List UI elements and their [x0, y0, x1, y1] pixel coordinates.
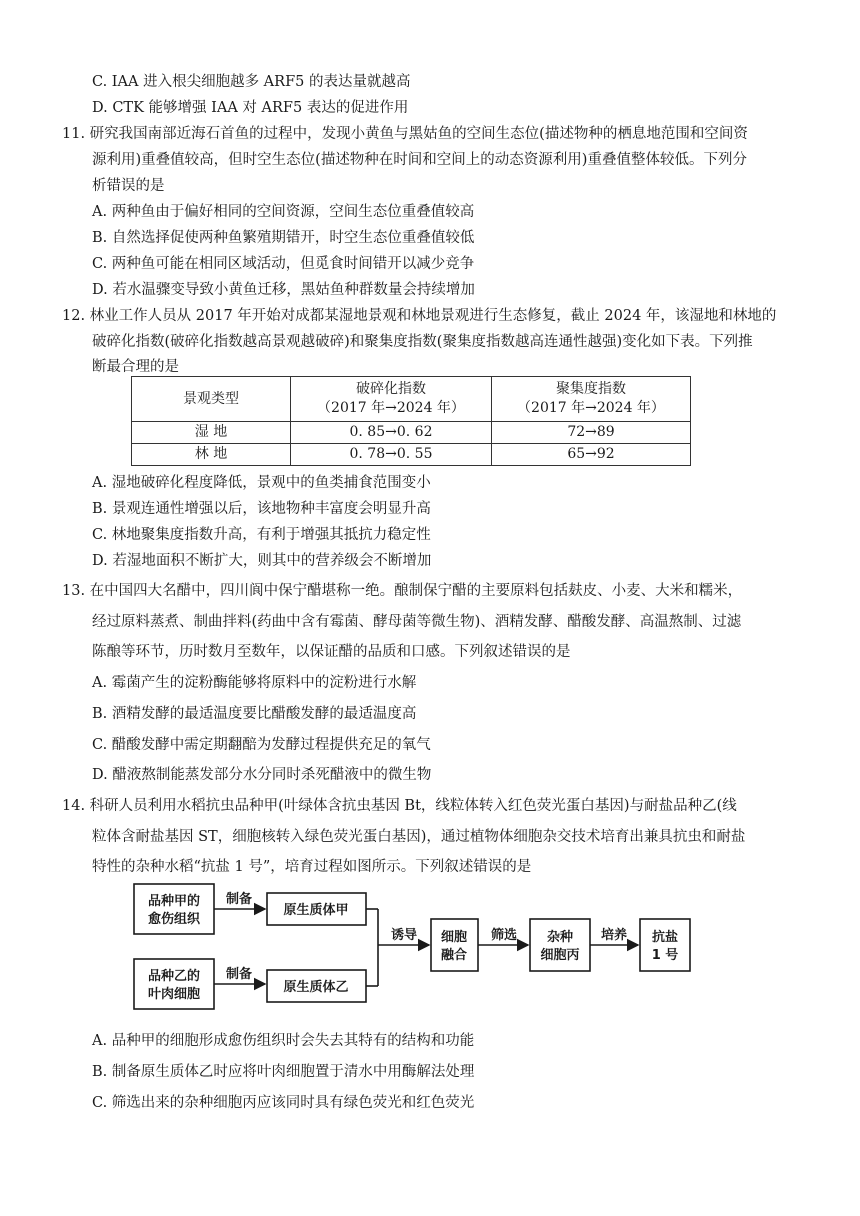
box-a-line1: 品种甲的 [147, 894, 201, 909]
aggregation-years: （2017 年→2024 年） [517, 400, 665, 416]
q12-option-c: C. 林地聚集度指数升高，有利于增强其抵抗力稳定性 [92, 527, 431, 543]
table-row [132, 422, 691, 444]
result-line1: 抗盐 [651, 930, 679, 945]
q14-stem-line2: 粒体含耐盐基因 ST，细胞核转入绿色荧光蛋白基因)，通过植物体细胞杂交技术培育出兼具抗虫和耐盐 [92, 829, 746, 845]
label-prepare-1: 制备 [225, 892, 253, 907]
hybrid-line2: 细胞丙 [540, 948, 580, 963]
label-culture: 培养 [600, 928, 628, 943]
table-header-type: 景观类型 [132, 377, 291, 422]
q11-stem-line1: 11. 研究我国南部近海石首鱼的过程中，发现小黄鱼与黑姑鱼的空间生态位(描述物种的栖息地范围和空间资 [62, 126, 748, 142]
q13-stem-line1: 13. 在中国四大名醋中，四川阆中保宁醋堪称一绝。酿制保宁醋的主要原料包括麸皮、小麦、大米和糯米， [62, 583, 743, 599]
q12-option-a: A. 湿地破碎化程度降低，景观中的鱼类捕食范围变小 [92, 475, 431, 491]
q14-option-a: A. 品种甲的细胞形成愈伤组织时会失去其特有的结构和功能 [92, 1033, 475, 1049]
q14-option-c: C. 筛选出来的杂种细胞丙应该同时具有绿色荧光和红色荧光 [92, 1095, 475, 1111]
q13-option-d: D. 醋液熬制能蒸发部分水分同时杀死醋液中的微生物 [92, 767, 432, 783]
landscape-index-table [131, 376, 691, 466]
label-screen: 筛选 [490, 928, 518, 943]
box-result [640, 919, 690, 971]
protoplast-b-label: 原生质体乙 [283, 980, 349, 995]
aggregation-label: 聚集度指数 [556, 381, 626, 397]
q13-option-c: C. 醋酸发酵中需定期翻醅为发酵过程提供充足的氧气 [92, 737, 431, 753]
box-b-line1: 品种乙的 [147, 969, 201, 984]
q11-stem-line3: 析错误的是 [92, 178, 165, 194]
box-cell-fusion [431, 919, 478, 971]
row-fragmentation: 0. 85→0. 62 [291, 422, 492, 444]
somatic-hybridization-flowchart [128, 873, 698, 1023]
q12-option-b: B. 景观连通性增强以后，该地物种丰富度会明显升高 [92, 501, 431, 517]
q14-stem-line3: 特性的杂种水稻“抗盐 1 号”，培育过程如图所示。下列叙述错误的是 [92, 859, 532, 875]
box-a-line2: 愈伤组织 [147, 912, 201, 927]
fragmentation-years: （2017 年→2024 年） [317, 400, 465, 416]
table-row [132, 444, 691, 466]
result-line2: 1 号 [651, 948, 679, 963]
q11-option-c: C. 两种鱼可能在相同区域活动，但觅食时间错开以减少竞争 [92, 256, 475, 272]
row-aggregation: 72→89 [492, 422, 691, 444]
q13-stem-line2: 经过原料蒸煮、制曲拌料(药曲中含有霉菌、酵母菌等微生物)、酒精发酵、醋酸发酵、高温熬制、过滤 [92, 614, 742, 630]
fusion-line2: 融合 [440, 948, 468, 963]
q12-stem-line3: 断最合理的是 [92, 359, 179, 375]
hybrid-line1: 杂种 [546, 930, 574, 945]
row-type: 林 地 [132, 444, 291, 466]
q14-stem-line1: 14. 科研人员利用水稻抗虫品种甲(叶绿体含抗虫基因 Bt，线粒体转入红色荧光蛋白基因)与耐盐品种乙(线 [62, 798, 737, 814]
q13-stem-line3: 陈酿等环节，历时数月至数年，以保证醋的品质和口感。下列叙述错误的是 [92, 644, 571, 660]
table-header-aggregation [492, 377, 691, 422]
q10-option-c: C. IAA 进入根尖细胞越多 ARF5 的表达量就越高 [92, 74, 411, 90]
label-prepare-2: 制备 [225, 967, 253, 982]
q12-stem-line1: 12. 林业工作人员从 2017 年开始对成都某湿地景观和林地景观进行生态修复，截止 2024 年，该湿地和林地的 [62, 308, 777, 324]
q12-stem-line2: 破碎化指数(破碎化指数越高景观越破碎)和聚集度指数(聚集度指数越高连通性越强)变化如下表。下列推 [92, 334, 753, 350]
q11-option-a: A. 两种鱼由于偏好相同的空间资源，空间生态位重叠值较高 [92, 204, 475, 220]
fragmentation-label: 破碎化指数 [356, 381, 426, 397]
q11-option-b: B. 自然选择促使两种鱼繁殖期错开，时空生态位重叠值较低 [92, 230, 475, 246]
table-header-fragmentation [291, 377, 492, 422]
label-induce: 诱导 [390, 928, 418, 943]
q10-option-d: D. CTK 能够增强 IAA 对 ARF5 表达的促进作用 [92, 100, 409, 116]
fusion-line1: 细胞 [440, 930, 468, 945]
box-b-line2: 叶肉细胞 [147, 987, 201, 1002]
q13-option-b: B. 酒精发酵的最适温度要比醋酸发酵的最适温度高 [92, 706, 417, 722]
box-hybrid-cell [530, 919, 590, 971]
q13-option-a: A. 霉菌产生的淀粉酶能够将原料中的淀粉进行水解 [92, 675, 417, 691]
q11-stem-line2: 源利用)重叠值较高，但时空生态位(描述物种在时间和空间上的动态资源利用)重叠值整体较低。下列分 [92, 152, 747, 168]
row-type: 湿 地 [132, 422, 291, 444]
q14-option-b: B. 制备原生质体乙时应将叶肉细胞置于清水中用酶解法处理 [92, 1064, 475, 1080]
q12-option-d: D. 若湿地面积不断扩大，则其中的营养级会不断增加 [92, 553, 432, 569]
row-fragmentation: 0. 78→0. 55 [291, 444, 492, 466]
row-aggregation: 65→92 [492, 444, 691, 466]
q11-option-d: D. 若水温骤变导致小黄鱼迁移，黑姑鱼种群数量会持续增加 [92, 282, 475, 298]
protoplast-a-label: 原生质体甲 [283, 903, 349, 918]
